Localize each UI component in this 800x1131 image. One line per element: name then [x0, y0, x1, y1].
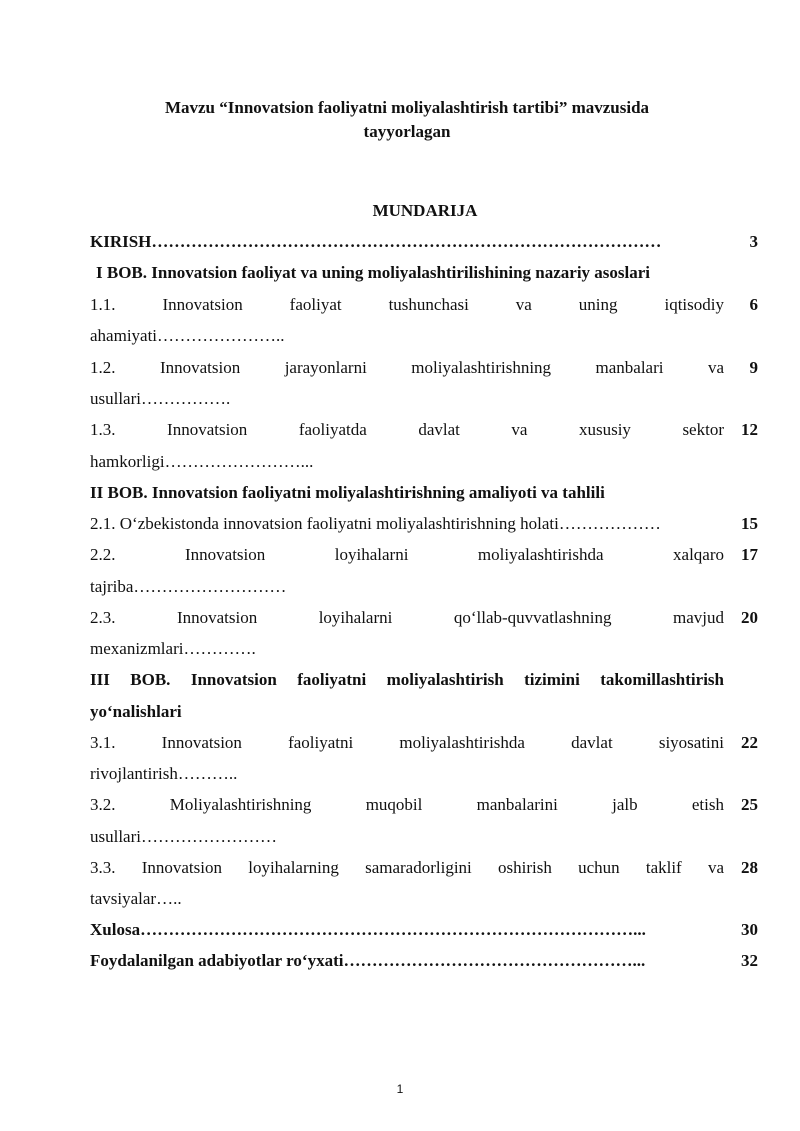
toc-page-number: 30 [741, 920, 758, 939]
toc-entry-text: 3.2. Moliyalashtirishning muqobil manbalarini jalb etish [90, 795, 724, 814]
toc-page-number: 28 [741, 858, 758, 877]
toc-entry-text: Xulosa……………………………………………………………………………... [90, 920, 646, 939]
toc-page-number: 12 [741, 420, 758, 439]
toc-entry-continuation: mexanizmlari…………. [90, 639, 256, 658]
toc-entry-text: 3.3. Innovatsion loyihalarning samaradorligini oshirish uchun taklif va [90, 858, 724, 877]
toc-chapter-title: II BOB. Innovatsion faoliyatni moliyalashtirishning amaliyoti va tahlili [90, 483, 605, 502]
toc-page-number: 3 [749, 232, 758, 251]
toc-page-number: 15 [741, 514, 758, 533]
toc-page-number: 32 [741, 951, 758, 970]
toc-page-number: 22 [741, 733, 758, 752]
toc-entry-continuation: usullari…………………… [90, 827, 277, 846]
toc-entry-text: 1.3. Innovatsion faoliyatda davlat va xususiy sektor [90, 420, 724, 439]
toc-entry-continuation: tavsiyalar….. [90, 889, 182, 908]
toc-entry-text: 1.2. Innovatsion jarayonlarni moliyalashtirishning manbalari va [90, 358, 724, 377]
document-title-line-1: Mavzu “Innovatsion faoliyatni moliyalashtirish tartibi” mavzusida [164, 98, 650, 117]
toc-entry-text: 1.1. Innovatsion faoliyat tushunchasi va uning iqtisodiy [90, 295, 724, 314]
toc-entry-text: 2.1. O‘zbekistonda innovatsion faoliyatni moliyalashtirishning holati……………… [90, 514, 661, 533]
toc-heading: MUNDARIJA [372, 201, 478, 220]
document-title-line-2: tayyorlagan [363, 122, 451, 141]
toc-entry-text: 2.2. Innovatsion loyihalarni moliyalashtirishda xalqaro [90, 545, 724, 564]
page-number: 1 [396, 1082, 404, 1096]
toc-entry-continuation: hamkorligi……………………... [90, 452, 314, 471]
toc-page-number: 9 [749, 358, 758, 377]
toc-chapter-continuation: yo‘nalishlari [90, 702, 182, 721]
toc-chapter-title: III BOB. Innovatsion faoliyatni moliyalashtirish tizimini takomillashtirish [90, 670, 724, 689]
toc-entry-text: 3.1. Innovatsion faoliyatni moliyalashtirishda davlat siyosatini [90, 733, 724, 752]
toc-page-number: 25 [741, 795, 758, 814]
toc-entry-text: 2.3. Innovatsion loyihalarni qo‘llab-quvvatlashning mavjud [90, 608, 724, 627]
toc-chapter-title: I BOB. Innovatsion faoliyat va uning moliyalashtirilishining nazariy asoslari [96, 263, 651, 282]
toc-entry-continuation: rivojlantirish……….. [90, 764, 238, 783]
toc-entry-text: KIRISH……………………………………………………………………………… [90, 232, 662, 251]
toc-page-number: 6 [749, 295, 758, 314]
toc-page-number: 17 [741, 545, 758, 564]
toc-entry-continuation: usullari……………. [90, 389, 231, 408]
toc-page-number: 20 [741, 608, 758, 627]
toc-entry-continuation: tajriba……………………… [90, 577, 287, 596]
toc-entry-text: Foydalanilgan adabiyotlar ro‘yxati……………………………………………... [90, 951, 646, 970]
toc-entry-continuation: ahamiyati………………….. [90, 326, 285, 345]
